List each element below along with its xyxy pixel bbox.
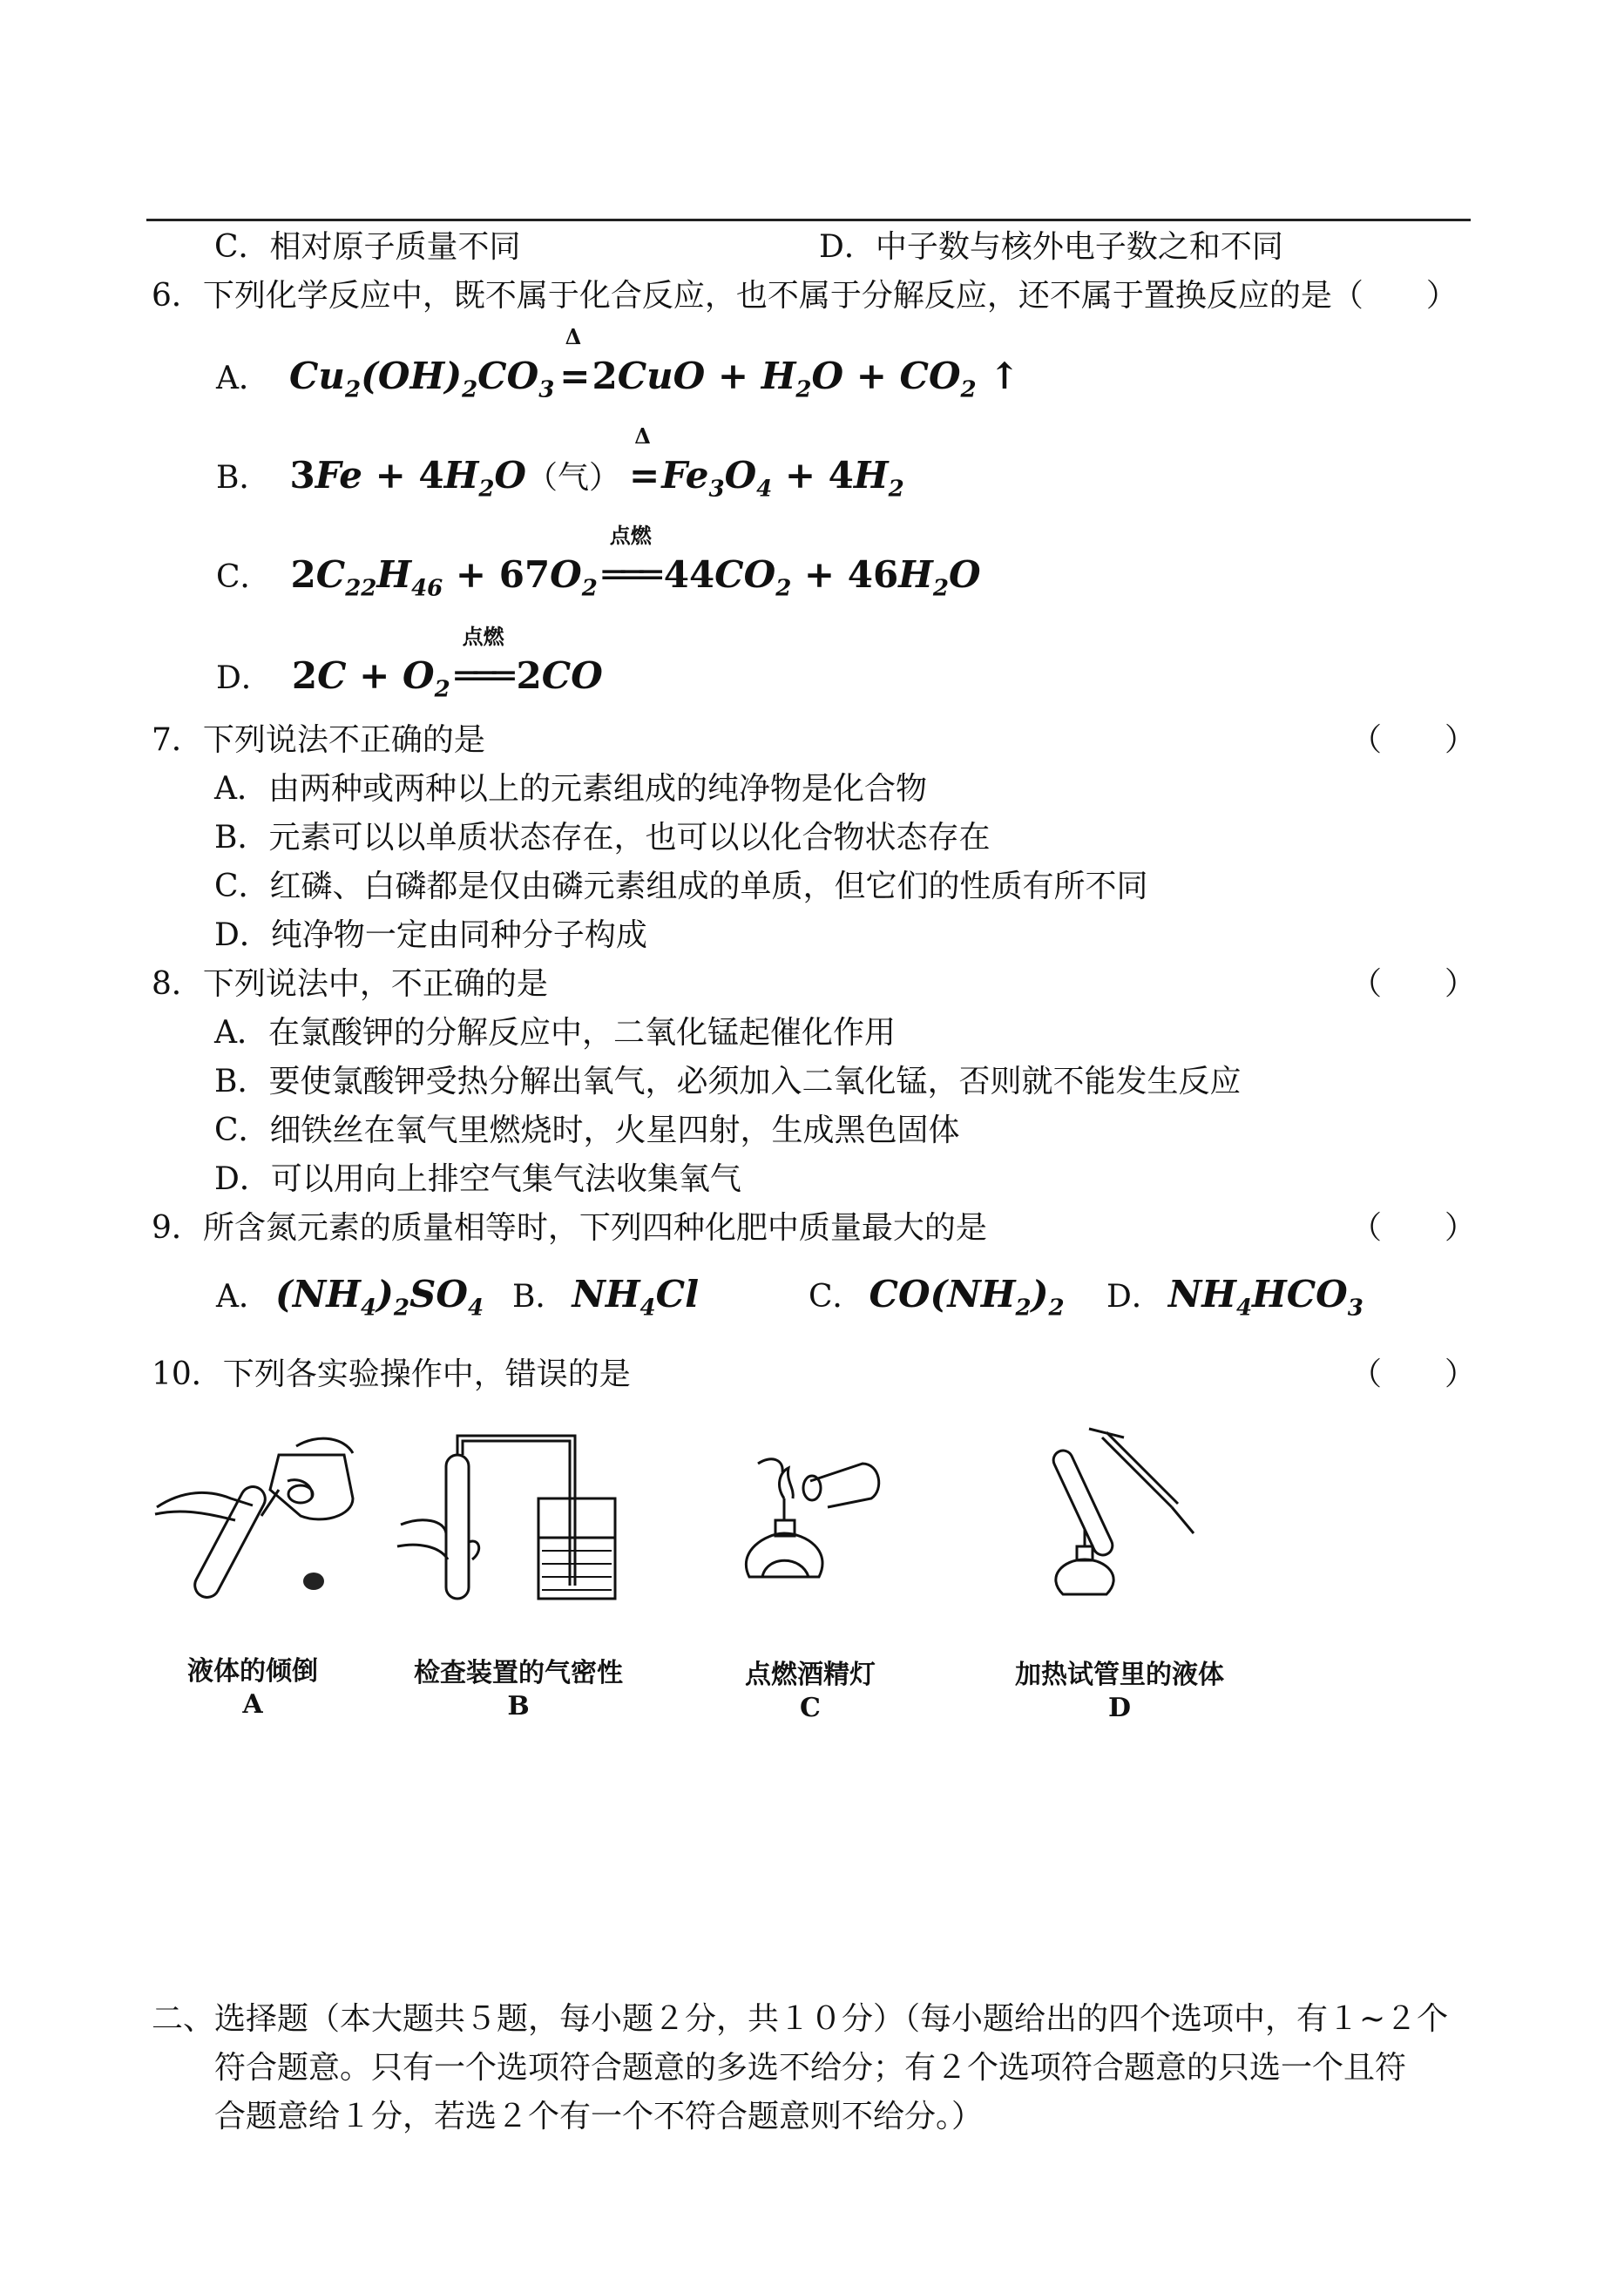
q7-option-b: B．元素可以以单质状态存在，也可以以化合物状态存在	[214, 820, 991, 856]
q6-stem: 6．下列化学反应中，既不属于化合反应，也不属于分解反应，还不属于置换反应的是（ ）	[152, 278, 1458, 314]
q10-answer-paren: （ ）	[1350, 1356, 1477, 1392]
q6-equation-a: $Cu_2(OH)_2CO_3$ Δ = $2CuO + H_2O + CO_2$ ↑	[289, 324, 1020, 403]
section2-heading-line1: 二、选择题（本大题共５题，每小题２分，共１０分）（每小题给出的四个选项中，有１~２个	[152, 2001, 1449, 2037]
q7-answer-paren: （ ）	[1350, 722, 1477, 758]
q8-option-d: D．可以用向上排空气集气法收集氧气	[214, 1161, 741, 1197]
q9-formula-d: $NH_4HCO_3$	[1167, 1273, 1363, 1322]
q6-option-c	[216, 523, 981, 612]
heat-condition: Δ	[634, 423, 651, 449]
heat-condition: Δ	[565, 324, 582, 349]
caption-b: 检查装置的气密性	[414, 1658, 623, 1688]
q9-option-b	[512, 1270, 699, 1332]
airtightness-check-illustration	[392, 1429, 636, 1603]
q6-equation-b: $3Fe + 4H_2O$	[289, 454, 526, 503]
q6-option-b-label: B．	[216, 460, 271, 496]
q9-option-c	[809, 1270, 1065, 1332]
q6-option-b: B． $3Fe + 4H_2O$（气） Δ = $Fe_3O_4 + 4H_2$	[216, 423, 904, 503]
q9-option-d	[1106, 1270, 1363, 1332]
q10-stem: 10．下列各实验操作中，错误的是	[152, 1356, 631, 1392]
section2-heading-line2: 符合题意。只有一个选项符合题意的多选不给分；有２个选项符合题意的只选一个且符	[214, 2050, 1407, 2086]
caption-d: 加热试管里的液体	[1015, 1660, 1224, 1690]
q8-option-b: B．要使氯酸钾受热分解出氧气，必须加入二氧化锰，否则就不能发生反应	[214, 1064, 1242, 1099]
section2-heading-line3: 合题意给１分，若选２个有一个不符合题意则不给分。）	[214, 2099, 984, 2134]
q9-stem: 9．所含氮元素的质量相等时，下列四种化肥中质量最大的是	[152, 1210, 987, 1246]
caption-c: 点燃酒精灯	[745, 1660, 876, 1690]
ignite-condition: 点燃	[609, 523, 652, 548]
q9-formula-b: $NH_4Cl$	[572, 1273, 700, 1322]
caption-a: 液体的倾倒	[187, 1656, 318, 1687]
q7-option-c: C．红磷、白磷都是仅由磷元素组成的单质，但它们的性质有所不同	[214, 869, 1148, 904]
caption-letter-a: A	[242, 1689, 263, 1720]
q9-option-a	[216, 1270, 484, 1332]
q6-option-a	[216, 324, 1020, 414]
q6-option-d-label: D．	[216, 660, 273, 696]
caption-letter-d: D	[1107, 1693, 1131, 1723]
q9-formula-a: $(NH_4)_2SO_4$	[275, 1273, 484, 1322]
q9-option-c-label: C．	[809, 1279, 864, 1315]
q8-answer-paren: （ ）	[1350, 966, 1477, 1002]
q9-formula-c: $CO(NH_2)_2$	[869, 1273, 1065, 1322]
q6-option-a-label: A．	[216, 361, 270, 396]
q8-option-a: A．在氯酸钾的分解反应中，二氧化锰起催化作用	[214, 1015, 896, 1051]
q7-stem: 7．下列说法不正确的是	[152, 722, 485, 758]
q6-option-c-label: C．	[216, 559, 272, 595]
q5-option-c: C．相对原子质量不同	[214, 229, 521, 265]
caption-letter-c: C	[800, 1693, 821, 1723]
q7-option-a: A．由两种或两种以上的元素组成的纯净物是化合物	[214, 771, 927, 807]
lighting-alcohol-lamp-illustration	[732, 1446, 889, 1603]
q6-option-d	[216, 624, 603, 714]
q6-equation-d: $2C + O_2$ 点燃 ═══ 2CO	[291, 624, 603, 703]
q6-option-b-note: （气）	[526, 460, 621, 496]
header-rule	[146, 219, 1471, 221]
heating-test-tube-illustration	[1019, 1420, 1211, 1612]
ignite-condition: 点燃	[462, 624, 504, 649]
q8-stem: 8．下列说法中，不正确的是	[152, 966, 548, 1002]
q9-option-d-label: D．	[1106, 1279, 1163, 1315]
q5-option-d: D．中子数与核外电子数之和不同	[819, 229, 1283, 265]
q7-option-d: D．纯净物一定由同种分子构成	[214, 917, 647, 953]
caption-letter-b: B	[507, 1691, 530, 1721]
q9-option-b-label: B．	[512, 1279, 567, 1315]
q9-answer-paren: （ ）	[1350, 1210, 1477, 1246]
q8-option-c: C．细铁丝在氧气里燃烧时，火星四射，生成黑色固体	[214, 1113, 960, 1148]
pouring-liquid-illustration	[148, 1429, 375, 1603]
q6-equation-c: $2C_{22}H_{46} + 67O_2$ 点燃 ═══ $44CO_2 + 46H_2O$	[290, 523, 981, 602]
q9-option-a-label: A．	[216, 1279, 270, 1315]
